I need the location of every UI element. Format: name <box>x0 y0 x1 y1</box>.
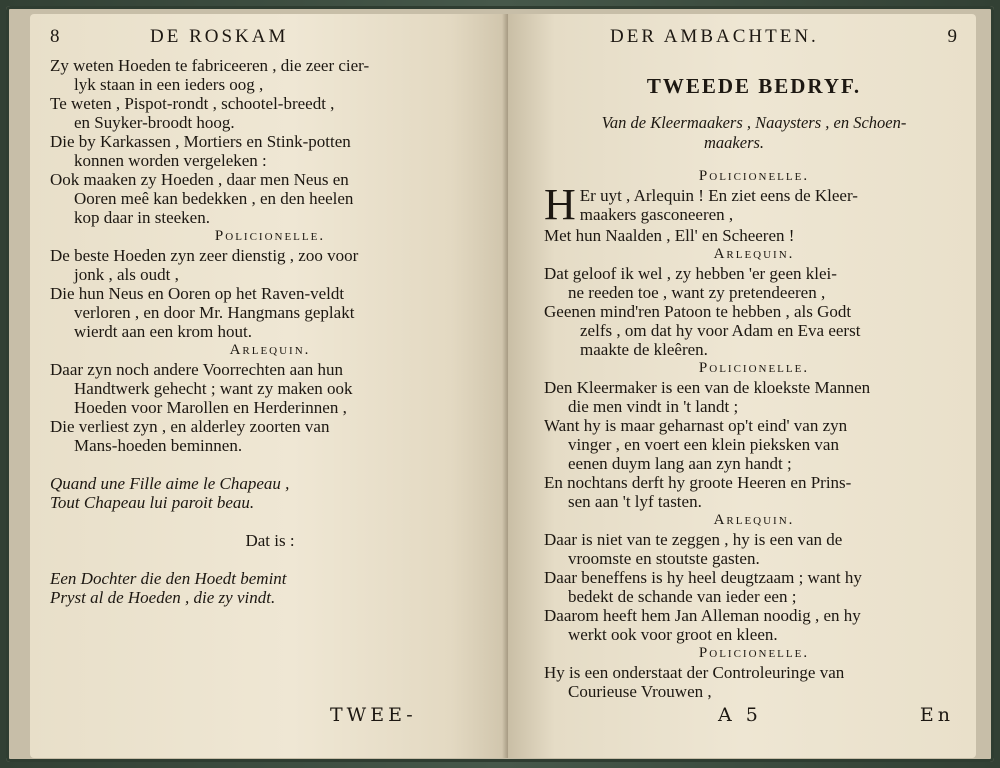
text-line: Ooren meê kan bedekken , en den heelen <box>74 189 354 208</box>
speaker-label: Arlequin. <box>229 342 311 358</box>
dropcap-line: maakers gasconeeren , <box>579 205 734 224</box>
text-line: Mans-hoeden beminnen. <box>74 436 243 455</box>
speaker-label: Arlequin. <box>713 246 795 262</box>
right-catchword: En <box>919 704 954 726</box>
left-running-head-row <box>50 26 490 56</box>
text-line: Geenen mind'ren Patoon te hebben , als Godt <box>544 302 852 321</box>
signature-mark: A 5 <box>718 704 762 726</box>
text-line: zelfs , om dat hy voor Adam en Eva eerst <box>580 321 861 340</box>
text-line: Dat geloof ik wel , zy hebben 'er geen klei- <box>544 264 837 283</box>
text-line: Courieuse Vrouwen , <box>568 682 712 701</box>
text-line <box>50 512 490 531</box>
text-line: Te weten , Pispot-rondt , schootel-breedt , <box>50 94 335 113</box>
drop-cap: H <box>544 186 576 226</box>
text-line: Pryst al de Hoeden , die zy vindt. <box>50 588 276 607</box>
right-running-head-row <box>544 26 964 56</box>
text-line: Daarom heeft hem Jan Alleman noodig , en hy <box>544 606 861 625</box>
text-line: De beste Hoeden zyn zeer dienstig , zoo voor <box>50 246 359 265</box>
text-line: lyk staan in een ieders oog , <box>74 75 264 94</box>
text-line: maakte de kleêren. <box>580 340 708 359</box>
text-line: Die verliest zyn , en alderley zoorten van <box>50 417 330 436</box>
text-line: jonk , als oudt , <box>74 265 179 284</box>
right-page <box>508 14 976 758</box>
act-title: TWEEDE BEDRYF. <box>646 74 862 98</box>
text-line: Hoeden voor Marollen en Herderinnen , <box>74 398 347 417</box>
left-page <box>30 14 508 758</box>
text-line: Die hun Neus en Ooren op het Raven-veldt <box>50 284 345 303</box>
text-line: Quand une Fille aime le Chapeau , <box>50 474 290 493</box>
text-line: Daar beneffens is hy heel deugtzaam ; want hy <box>544 568 862 587</box>
text-line: Zy weten Hoeden te fabriceeren , die zeer cier- <box>50 56 370 75</box>
text-line: wierdt aan een krom hout. <box>74 322 252 341</box>
text-line: Handtwerk gehecht ; want zy maken ook <box>74 379 353 398</box>
dropcap-line: Er uyt , Arlequin ! En ziet eens de Kleer- <box>579 186 858 205</box>
text-line: En nochtans derft hy groote Heeren en Prins- <box>544 473 852 492</box>
right-text-block <box>544 226 964 701</box>
text-line: konnen worden vergeleken : <box>74 151 267 170</box>
text-line: vinger , en voert een klein pieksken van <box>568 435 839 454</box>
text-line: Daar is niet van te zeggen , hy is een van de <box>544 530 843 549</box>
speaker-label: Policionelle. <box>698 168 810 184</box>
text-line: Met hun Naalden , Ell' en Scheeren ! <box>544 226 795 245</box>
section-subtitle-line-2: maakers. <box>704 133 765 152</box>
text-line: vroomste en stoutste gasten. <box>568 549 760 568</box>
text-line: Tout Chapeau lui paroit beau. <box>50 493 255 512</box>
speaker-label: Policionelle. <box>698 360 810 376</box>
text-line: ne reeden toe , want zy pretendeeren , <box>568 283 826 302</box>
text-line <box>50 455 490 474</box>
left-running-head: DE ROSKAM <box>150 26 289 47</box>
text-line: Hy is een onderstaat der Controleuringe van <box>544 663 845 682</box>
speaker-label: Policionelle. <box>214 228 326 244</box>
section-subtitle <box>544 113 964 153</box>
right-page-number: 9 <box>947 26 960 47</box>
text-line: Een Dochter die den Hoedt bemint <box>50 569 287 588</box>
text-line: en Suyker-broodt hoog. <box>74 113 235 132</box>
text-line: die men vindt in 't landt ; <box>568 397 739 416</box>
text-line: kop daar in steeken. <box>74 208 210 227</box>
text-line: eenen duym lang aan zyn handt ; <box>568 454 792 473</box>
section-subtitle-line-1: Van de Kleermaakers , Naaysters , en Schoen- <box>601 113 907 132</box>
text-line: sen aan 't lyf tasten. <box>568 492 702 511</box>
text-line: Daar zyn noch andere Voorrechten aan hun <box>50 360 343 379</box>
left-catchword: TWEE- <box>330 704 417 726</box>
right-page-content <box>544 26 964 701</box>
left-page-number: 8 <box>50 26 63 47</box>
speaker-label: Arlequin. <box>713 512 795 528</box>
text-line: bedekt de schande van ieder een ; <box>568 587 797 606</box>
text-line <box>50 550 490 569</box>
text-line: Ook maaken zy Hoeden , daar men Neus en <box>50 170 349 189</box>
dropcap-paragraph <box>544 186 964 226</box>
text-line: Want hy is maar geharnast op't eind' van zyn <box>544 416 848 435</box>
text-line: werkt ook voor groot en kleen. <box>568 625 778 644</box>
text-line: Die by Karkassen , Mortiers en Stink-potten <box>50 132 351 151</box>
text-line: Den Kleermaker is een van de kloekste Mannen <box>544 378 871 397</box>
text-line: Dat is : <box>245 531 295 550</box>
speaker-label: Policionelle. <box>698 645 810 661</box>
left-text-block <box>50 56 490 607</box>
right-running-head: DER AMBACHTEN. <box>610 26 819 47</box>
text-line: verloren , en door Mr. Hangmans geplakt <box>74 303 355 322</box>
left-page-content <box>50 26 490 607</box>
